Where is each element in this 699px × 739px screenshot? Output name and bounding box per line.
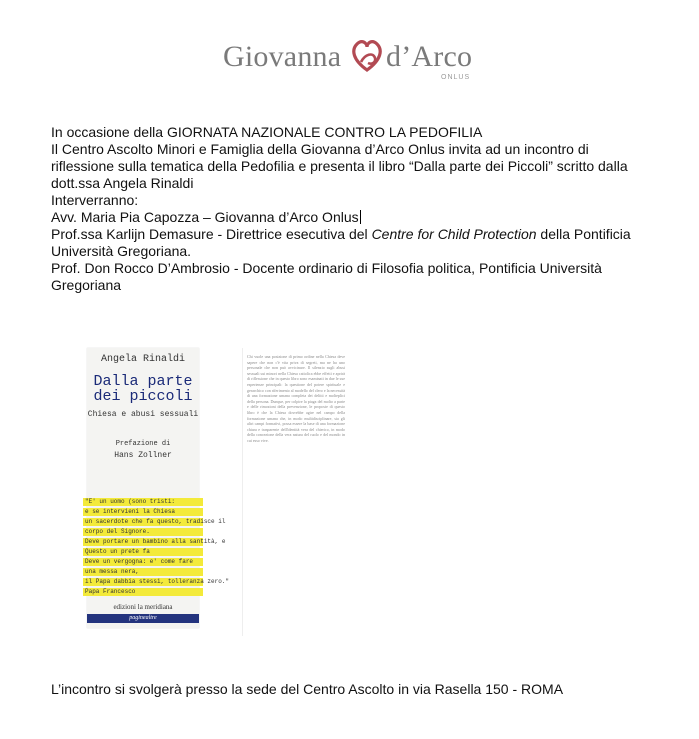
quote-line: Questo un prete fa	[83, 548, 203, 556]
book-preface-name: Hans Zollner	[114, 451, 172, 460]
ampersand-heart-icon	[345, 32, 389, 76]
speaker-2-institution: Centre for Child Protection	[371, 226, 537, 242]
invitation-paragraph: Il Centro Ascolto Minori e Famiglia della Giovanna d’Arco Onlus invita ad un incontro di riflessione sulla tematica della Pedofilia e presenta il libro “Dalla parte dei Piccoli” scritto dalla dott.ssa Angela Rinaldi	[51, 141, 628, 191]
speakers-heading: Interverranno:	[51, 192, 139, 208]
quote-line: una messa nera,	[83, 568, 203, 576]
book-front-cover	[85, 348, 230, 628]
quote-line: corpo del Signore.	[83, 528, 203, 536]
text-caret	[360, 210, 361, 224]
logo-word-right: d’Arco	[386, 40, 473, 73]
quote-line: Deve un vergogna: e' come fare	[83, 558, 203, 566]
occasion-highlight: GIORNATA NAZIONALE CONTRO LA PEDOFILIA	[166, 124, 483, 140]
speaker-2: Prof.ssa Karlijn Demasure - Direttrice esecutiva del Centre for Child Protection della Pontificia Università Gregoriana.	[51, 226, 631, 259]
book-back-cover	[242, 348, 349, 636]
book-preface-label: Prefazione di	[115, 440, 171, 448]
book-title-line-2: dei piccoli	[93, 388, 193, 405]
book-subtitle: Chiesa e abusi sessuali	[87, 410, 199, 419]
quote-line: e se intervieni la Chiesa	[83, 508, 203, 516]
book-series-band: paginealtre	[87, 614, 199, 623]
speaker-1: Avv. Maria Pia Capozza – Giovanna d’Arco Onlus	[51, 209, 359, 225]
quote-line: "E' un uomo (sono tristi:	[83, 498, 203, 506]
book-title-line-1: Dalla parte	[93, 373, 193, 390]
organization-logo	[0, 18, 699, 81]
quote-line: il Papa dabbia stessi, tolleranza zero."	[85, 578, 230, 585]
logo-word-left: Giovanna	[223, 40, 342, 73]
invitation-text	[51, 124, 651, 294]
book-publisher: edizioni la meridiana	[113, 603, 173, 611]
quote-line: Papa Francesco	[83, 588, 203, 596]
quote-line: un sacerdote che fa questo, tradisce il	[85, 518, 226, 525]
back-cover-text: Chi vuole una posizione di primo ordine nella Chiesa deve sapere che non c'è vita priva di segreti, ma ne ha uno personale che non può avvicinare. Il silenzio sugli abusi sessuali sui minori nella Chiesa cattolica ebbe effetti e aprirà di riflessione che in questo libro sono esaminati in due le sue esperienze principali: la questione del potere spirituale e gerarchico con riferimento al modello del clero e la necessità di una formazione umana completa dei delitti e molteplici della persona. Dunque, per colpire la piaga del molto a parte e delle rimozioni della prevenzione, le proposte di questo libro è che la Chiesa dovrebbe agire nel campo della formazione umana che, in modo multidisciplinare, sia gli altri campi formativi, possa essere la base di una formazione chiara e trasparente dell'identità vera del chierico, in modo della concezione della vera natura del ruolo e del mondo in cui esso vive.	[247, 354, 345, 443]
book-quote	[83, 498, 230, 598]
quote-line: Deve portare un bambino alla santità, e	[85, 538, 226, 545]
book-author: Angela Rinaldi	[100, 354, 185, 365]
event-location: L’incontro si svolgerà presso la sede del Centro Ascolto in via Rasella 150 - ROMA	[51, 681, 564, 697]
speaker-3: Prof. Don Rocco D’Ambrosio - Docente ordinario di Filosofia politica, Pontificia Università Gregoriana	[51, 260, 602, 293]
logo-suffix: ONLUS	[441, 74, 471, 81]
occasion-line: In occasione della GIORNATA NAZIONALE CONTRO LA PEDOFILIA	[51, 124, 483, 140]
